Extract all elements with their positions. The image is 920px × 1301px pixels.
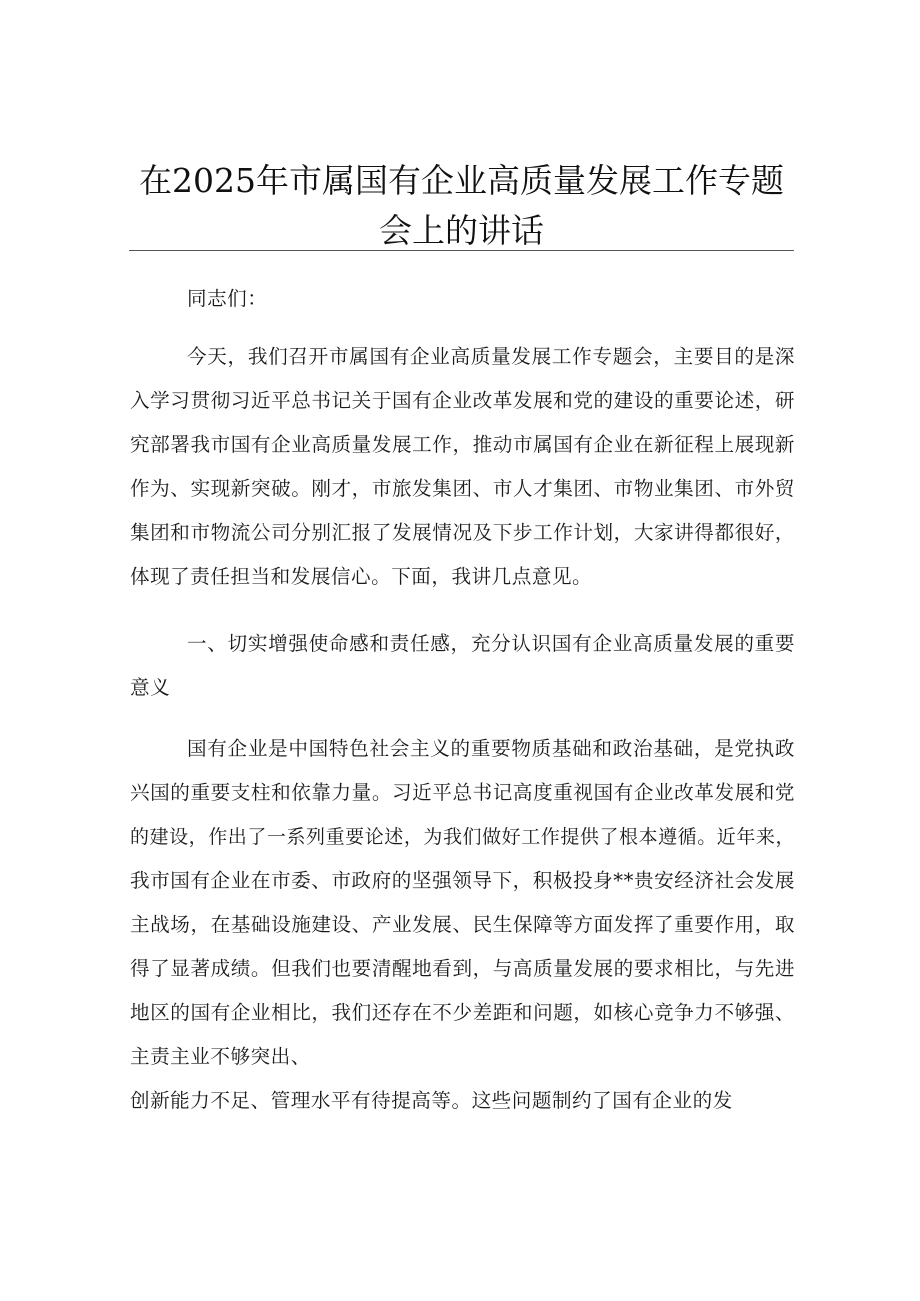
paragraph-1-line-3: 究部署我市国有企业高质量发展工作，推动市属国有企业在新征程上展现新: [130, 433, 795, 456]
section-heading-1-line-2: 意义: [130, 676, 171, 699]
paragraph-1-line-1: 今天，我们召开市属国有企业高质量发展工作专题会，主要目的是深: [187, 345, 795, 368]
paragraph-2-line-8: 主责主业不够突出、: [130, 1045, 311, 1068]
paragraph-1-line-5: 集团和市物流公司分别汇报了发展情况及下步工作计划，大家讲得都很好，: [130, 521, 795, 544]
document-title-line-1: 在2025年市属国有企业高质量发展工作专题: [139, 161, 784, 200]
paragraph-1-line-6: 体现了责任担当和发展信心。下面，我讲几点意见。: [130, 565, 593, 588]
paragraph-2-line-3: 的建设，作出了一系列重要论述，为我们做好工作提供了根本遵循。近年来，: [130, 826, 795, 848]
paragraph-2-line-2: 兴国的重要支柱和依靠力量。习近平总书记高度重视国有企业改革发展和党: [130, 781, 795, 804]
salutation: 同志们：: [187, 287, 268, 310]
paragraph-1-line-4: 作为、实现新突破。刚才，市旅发集团、市人才集团、市物业集团、市外贸: [130, 477, 795, 500]
paragraph-2-line-7: 地区的国有企业相比，我们还存在不少差距和问题，如核心竞争力不够强、: [130, 1001, 795, 1024]
paragraph-2-line-4: 我市国有企业在市委、市政府的坚强领导下，积极投身**贵安经济社会发展: [130, 869, 795, 892]
paragraph-2-line-6: 得了显著成绩。但我们也要清醒地看到，与高质量发展的要求相比，与先进: [130, 957, 795, 980]
paragraph-2-line-5: 主战场，在基础设施建设、产业发展、民生保障等方面发挥了重要作用，取: [130, 913, 795, 936]
paragraph-2-line-9: 创新能力不足、管理水平有待提高等。这些问题制约了国有企业的发: [130, 1089, 733, 1112]
document-title-line-2: 会上的讲话: [379, 211, 544, 250]
paragraph-2-line-1: 国有企业是中国特色社会主义的重要物质基础和政治基础，是党执政: [187, 737, 795, 760]
title-divider: [129, 250, 794, 251]
section-heading-1-line-1: 一、切实增强使命感和责任感，充分认识国有企业高质量发展的重要: [187, 632, 795, 655]
paragraph-1-line-2: 入学习贯彻习近平总书记关于国有企业改革发展和党的建设的重要论述，研: [130, 389, 795, 412]
